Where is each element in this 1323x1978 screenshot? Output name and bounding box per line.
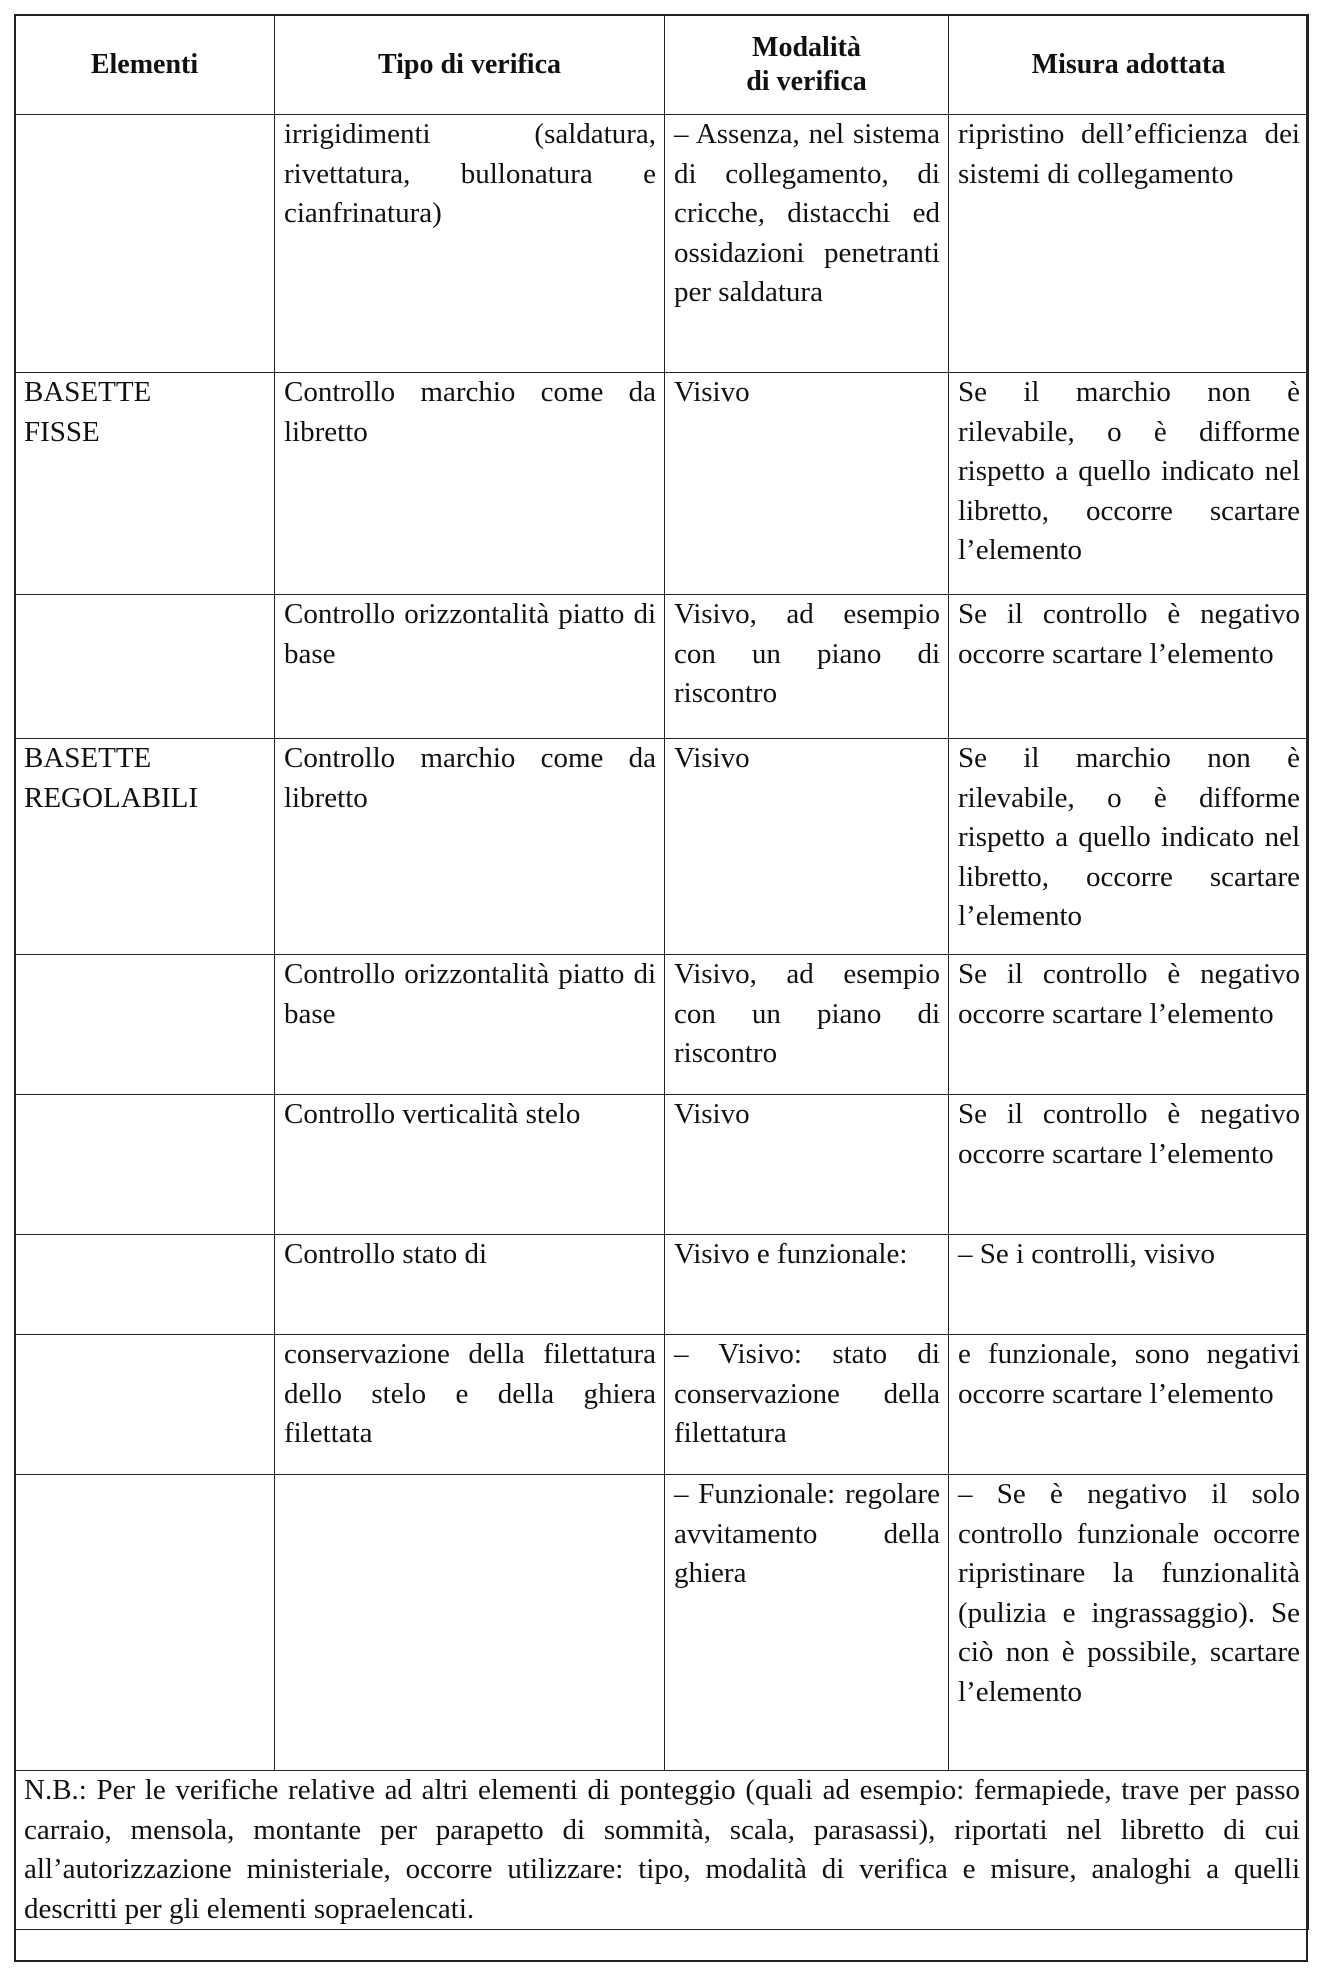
footnote-nb: N.B.: Per le verifiche relative ad altri elementi di ponteggio (quali ad esempio: fermapiede, trave per passo carraio, mensola, montante per parapetto di sommità, scala, parasassi), riportati nel libretto di cui all’autorizzazione ministeriale, occorre utilizzare: tipo, modalità di verifica e misure, analoghi a quelli descritti per gli elementi sopraelencati.	[15, 1771, 1309, 1930]
cell-elementi	[15, 1335, 275, 1475]
table-row	[15, 955, 1309, 1095]
cell-misura: ripristino dell’efficienza dei sistemi di collegamento	[949, 115, 1309, 373]
cell-tipo: Controllo marchio come da libretto	[275, 373, 665, 595]
cell-elementi: BASETTE FISSE	[15, 373, 275, 595]
cell-tipo: irrigidimenti (saldatura, rivettatura, bullonatura e cianfrinatura)	[275, 115, 665, 373]
table-row	[15, 373, 1309, 595]
cell-elementi	[15, 595, 275, 739]
cell-modalita: – Visivo: stato di conservazione della filettatura	[665, 1335, 949, 1475]
cell-elementi	[15, 115, 275, 373]
cell-modalita: Visivo	[665, 739, 949, 955]
table-row	[15, 1095, 1309, 1235]
cell-elementi: BASETTE REGOLABILI	[15, 739, 275, 955]
cell-modalita: Visivo	[665, 1095, 949, 1235]
cell-tipo: Controllo marchio come da libretto	[275, 739, 665, 955]
table-row	[15, 739, 1309, 955]
cell-misura: Se il controllo è negativo occorre scartare l’elemento	[949, 955, 1309, 1095]
cell-modalita: – Assenza, nel sistema di collegamento, di cricche, distacchi ed ossidazioni penetranti per saldatura	[665, 115, 949, 373]
cell-misura: – Se è negativo il solo controllo funzionale occorre ripristinare la funzionalità (pulizia e ingrassaggio). Se ciò non è possibile, scartare l’elemento	[949, 1475, 1309, 1771]
cell-tipo: conservazione della filettatura dello stelo e della ghiera filettata	[275, 1335, 665, 1475]
cell-modalita: Visivo e funzionale:	[665, 1235, 949, 1335]
cell-misura: – Se i controlli, visivo	[949, 1235, 1309, 1335]
cell-tipo: Controllo orizzontalità piatto di base	[275, 955, 665, 1095]
table-row	[15, 595, 1309, 739]
cell-modalita: Visivo, ad esempio con un piano di riscontro	[665, 595, 949, 739]
table-row	[15, 1235, 1309, 1335]
cell-elementi	[15, 1475, 275, 1771]
cell-modalita: Visivo	[665, 373, 949, 595]
cell-modalita: – Funzionale: regolare avvitamento della ghiera	[665, 1475, 949, 1771]
cell-misura: Se il controllo è negativo occorre scartare l’elemento	[949, 1095, 1309, 1235]
cell-elementi	[15, 955, 275, 1095]
table-header-row	[15, 15, 1309, 115]
cell-tipo: Controllo orizzontalità piatto di base	[275, 595, 665, 739]
cell-misura: Se il marchio non è rilevabile, o è difforme rispetto a quello indicato nel libretto, occorre scartare l’elemento	[949, 739, 1309, 955]
cell-misura: Se il marchio non è rilevabile, o è difforme rispetto a quello indicato nel libretto, occorre scartare l’elemento	[949, 373, 1309, 595]
cell-elementi	[15, 1095, 275, 1235]
table-row	[15, 1475, 1309, 1771]
cell-misura: e funzionale, sono negativi occorre scartare l’elemento	[949, 1335, 1309, 1475]
table-row	[15, 1335, 1309, 1475]
cell-misura: Se il controllo è negativo occorre scartare l’elemento	[949, 595, 1309, 739]
cell-tipo: Controllo stato di	[275, 1235, 665, 1335]
note-row	[15, 1771, 1309, 1930]
header-modalita-di-verifica: Modalità di verifica	[665, 15, 949, 115]
cell-modalita: Visivo, ad esempio con un piano di riscontro	[665, 955, 949, 1095]
cell-elementi	[15, 1235, 275, 1335]
cell-tipo	[275, 1475, 665, 1771]
header-misura-adottata: Misura adottata	[949, 15, 1309, 115]
verification-table	[14, 14, 1309, 1930]
header-elementi: Elementi	[15, 15, 275, 115]
cell-tipo: Controllo verticalità stelo	[275, 1095, 665, 1235]
header-tipo-di-verifica: Tipo di verifica	[275, 15, 665, 115]
table-row	[15, 115, 1309, 373]
